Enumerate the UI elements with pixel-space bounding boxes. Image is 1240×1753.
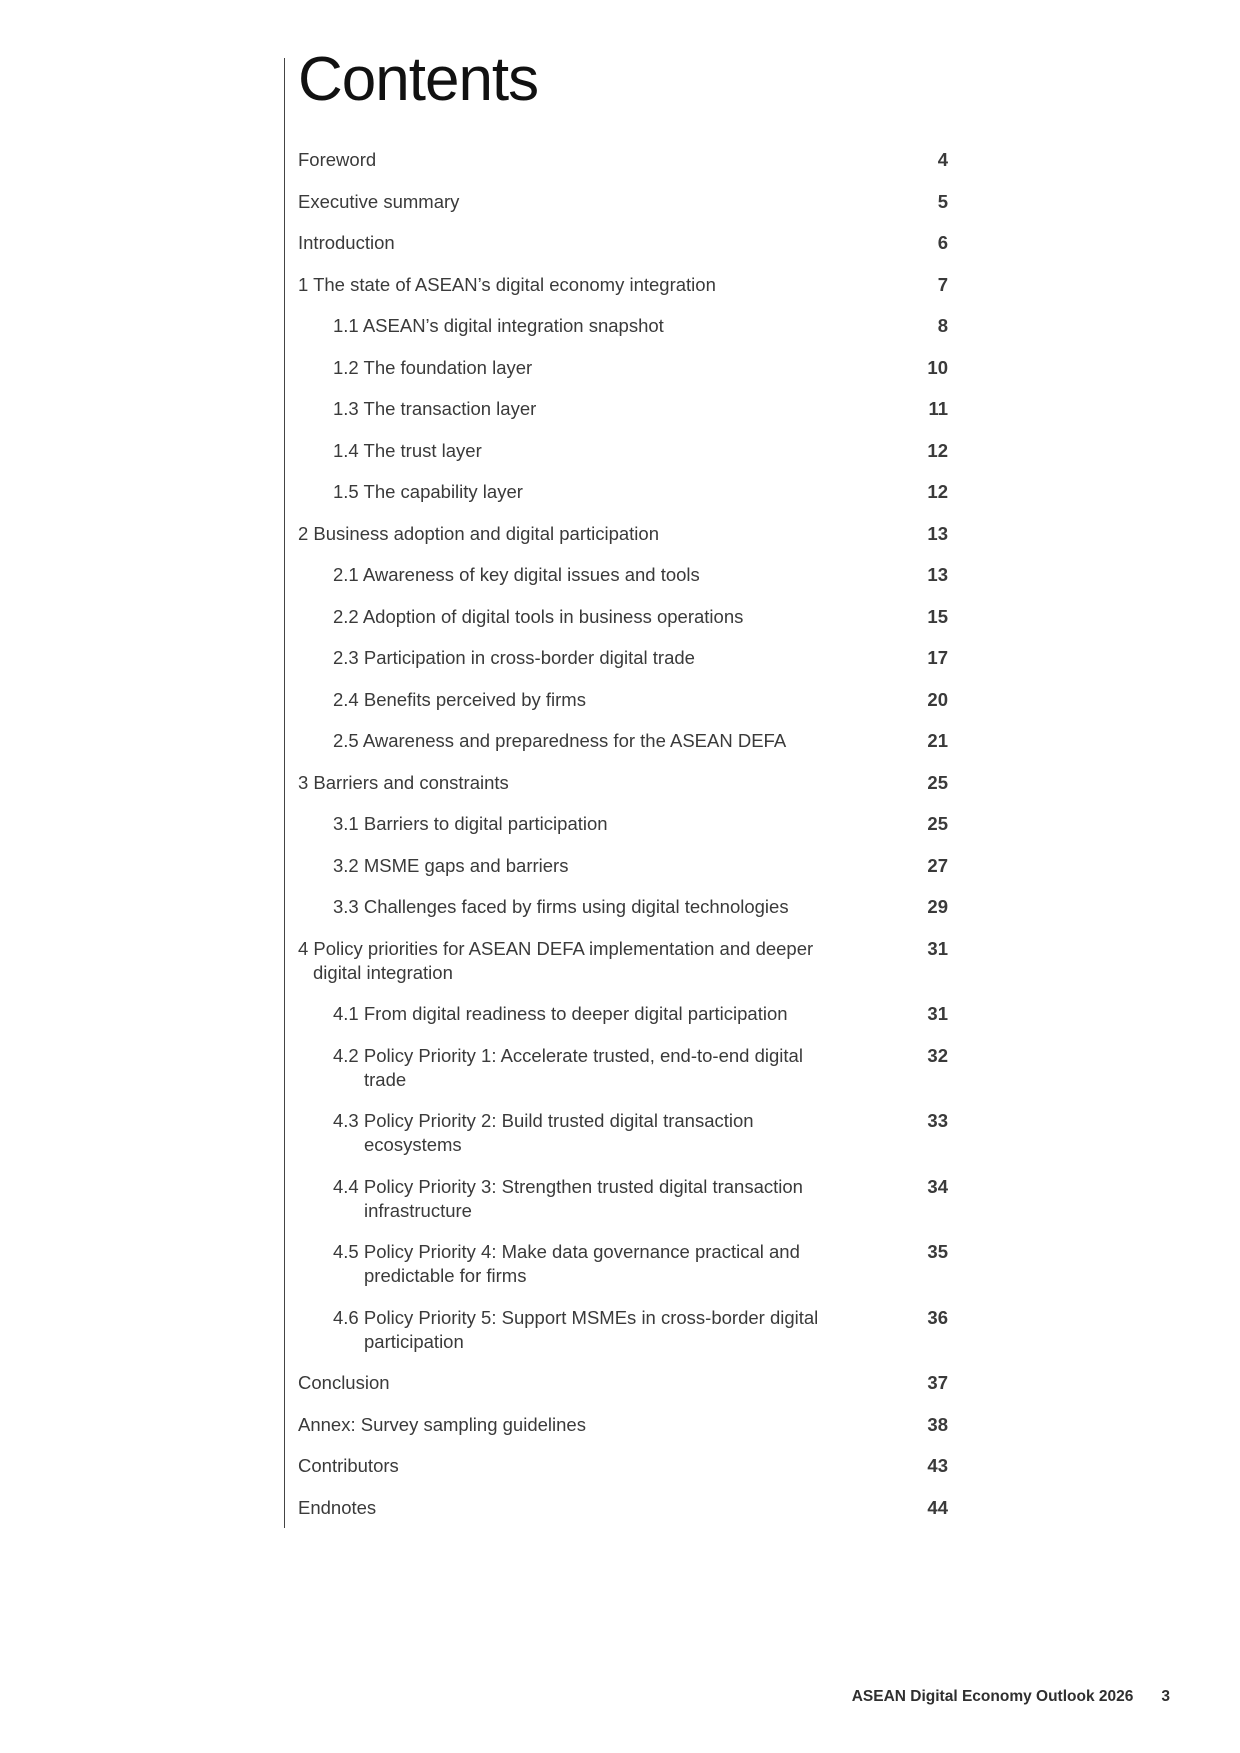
- toc-entry-label: 2 Business adoption and digital participation: [298, 522, 659, 544]
- toc-entry-label: 4 Policy priorities for ASEAN DEFA implementation and deeper digital integration: [298, 937, 814, 983]
- toc-entry[interactable]: [298, 522, 948, 546]
- toc-entry-label: 3.1 Barriers to digital participation: [333, 813, 608, 834]
- toc-entry-label: 1 The state of ASEAN’s digital economy integration: [298, 273, 716, 295]
- toc-entry-page-number: 27: [927, 854, 948, 876]
- toc-subentry[interactable]: [298, 1175, 948, 1223]
- toc-entry-page-number: 12: [927, 439, 948, 461]
- toc-entry-label: 4.5 Policy Priority 4: Make data governance practical and predictable for firms: [333, 1241, 800, 1286]
- toc-entry-page-number: 32: [927, 1044, 948, 1066]
- toc-entry-label: 3.3 Challenges faced by firms using digital technologies: [333, 896, 789, 917]
- toc-entry-page-number: 6: [937, 232, 948, 253]
- footer-page-number: 3: [1161, 1688, 1170, 1705]
- toc-entry-page-number: 43: [927, 1455, 948, 1476]
- toc-entry-label: Executive summary: [298, 190, 460, 212]
- toc-entry-label: 4.2 Policy Priority 1: Accelerate trusted, end-to-end digital trade: [333, 1044, 803, 1090]
- toc-entry-label: Annex: Survey sampling guidelines: [298, 1413, 586, 1435]
- toc-entry-page-number: 13: [927, 522, 948, 544]
- toc-entry-page-number: 25: [927, 771, 948, 793]
- toc-subentry[interactable]: [298, 1002, 948, 1026]
- toc-entry-page-number: 5: [937, 190, 948, 212]
- toc-subentry[interactable]: [298, 1044, 948, 1092]
- toc-subentry[interactable]: [298, 729, 948, 753]
- toc-entry-page-number: 33: [927, 1110, 948, 1131]
- toc-subentry[interactable]: [298, 1306, 948, 1354]
- toc-entry-page-number: 35: [927, 1241, 948, 1262]
- toc-subentry[interactable]: [298, 1240, 948, 1288]
- page-title: Contents: [298, 45, 539, 114]
- toc-subentry[interactable]: [298, 688, 948, 712]
- toc-entry-label: 2.3 Participation in cross-border digital trade: [333, 647, 695, 668]
- toc-entry-label: 4.4 Policy Priority 3: Strengthen trusted digital transaction infrastructure: [333, 1175, 803, 1221]
- toc-entry[interactable]: [298, 148, 948, 172]
- toc-entry-label: 4.3 Policy Priority 2: Build trusted digital transaction ecosystems: [333, 1110, 754, 1155]
- toc-entry-page-number: 31: [927, 1003, 948, 1024]
- toc-subentry[interactable]: [298, 895, 948, 919]
- toc-entry[interactable]: [298, 273, 948, 297]
- toc-entry[interactable]: [298, 771, 948, 795]
- toc-entry-label: Contributors: [298, 1455, 399, 1476]
- toc-subentry[interactable]: [298, 563, 948, 587]
- toc-entry-page-number: 20: [927, 688, 948, 710]
- toc-entry-label: 3.2 MSME gaps and barriers: [333, 854, 569, 876]
- toc-entry-label: 1.2 The foundation layer: [333, 356, 533, 378]
- toc-entry-label: 2.1 Awareness of key digital issues and tools: [333, 564, 700, 585]
- toc-subentry[interactable]: [298, 356, 948, 380]
- toc-entry-page-number: 12: [927, 481, 948, 502]
- toc-entry-page-number: 17: [927, 647, 948, 668]
- table-of-contents: [298, 148, 948, 1537]
- toc-entry[interactable]: [298, 937, 948, 985]
- toc-entry-page-number: 7: [937, 273, 948, 295]
- toc-entry-label: 4.1 From digital readiness to deeper digital participation: [333, 1003, 788, 1024]
- toc-entry-label: 1.1 ASEAN’s digital integration snapshot: [333, 315, 664, 336]
- toc-entry-page-number: 29: [927, 896, 948, 917]
- toc-entry-page-number: 36: [927, 1306, 948, 1328]
- toc-subentry[interactable]: [298, 646, 948, 670]
- toc-subentry[interactable]: [298, 605, 948, 629]
- toc-entry-page-number: 15: [927, 605, 948, 627]
- toc-entry-page-number: 10: [927, 356, 948, 378]
- toc-entry-page-number: 13: [927, 564, 948, 585]
- toc-subentry[interactable]: [298, 812, 948, 836]
- toc-entry-page-number: 8: [937, 315, 948, 336]
- toc-entry-page-number: 11: [928, 398, 948, 419]
- toc-entry-label: 3 Barriers and constraints: [298, 771, 509, 793]
- toc-entry-page-number: 31: [927, 937, 948, 959]
- toc-entry[interactable]: [298, 190, 948, 214]
- toc-entry[interactable]: [298, 1371, 948, 1395]
- toc-subentry[interactable]: [298, 480, 948, 504]
- toc-entry-label: 2.5 Awareness and preparedness for the ASEAN DEFA: [333, 730, 787, 751]
- toc-subentry[interactable]: [298, 397, 948, 421]
- toc-entry[interactable]: [298, 1413, 948, 1437]
- toc-entry-label: 2.2 Adoption of digital tools in business operations: [333, 605, 744, 627]
- toc-entry-page-number: 21: [927, 730, 948, 751]
- toc-entry-label: Endnotes: [298, 1496, 377, 1518]
- toc-entry-page-number: 38: [927, 1413, 948, 1435]
- toc-entry[interactable]: [298, 1496, 948, 1520]
- toc-entry-label: Foreword: [298, 149, 377, 170]
- toc-entry-label: 1.3 The transaction layer: [333, 398, 537, 419]
- toc-entry-label: 4.6 Policy Priority 5: Support MSMEs in cross-border digital participation: [333, 1306, 819, 1352]
- toc-entry-label: Conclusion: [298, 1372, 390, 1393]
- footer-publication-title: ASEAN Digital Economy Outlook 2026: [851, 1688, 1134, 1705]
- toc-entry-page-number: 37: [927, 1372, 948, 1393]
- toc-entry-page-number: 34: [927, 1175, 948, 1197]
- contents-vertical-rule: [284, 58, 285, 1528]
- toc-entry-page-number: 44: [927, 1496, 948, 1518]
- toc-entry-label: 1.5 The capability layer: [333, 481, 523, 502]
- page-footer: [852, 1688, 1170, 1706]
- toc-entry-page-number: 25: [927, 813, 948, 834]
- toc-entry[interactable]: [298, 1454, 948, 1478]
- toc-entry-label: 1.4 The trust layer: [333, 439, 482, 461]
- toc-entry-page-number: 4: [937, 149, 948, 170]
- toc-subentry[interactable]: [298, 314, 948, 338]
- toc-subentry[interactable]: [298, 439, 948, 463]
- toc-entry-label: Introduction: [298, 232, 395, 253]
- toc-entry[interactable]: [298, 231, 948, 255]
- toc-subentry[interactable]: [298, 1109, 948, 1157]
- toc-entry-label: 2.4 Benefits perceived by firms: [333, 688, 586, 710]
- toc-subentry[interactable]: [298, 854, 948, 878]
